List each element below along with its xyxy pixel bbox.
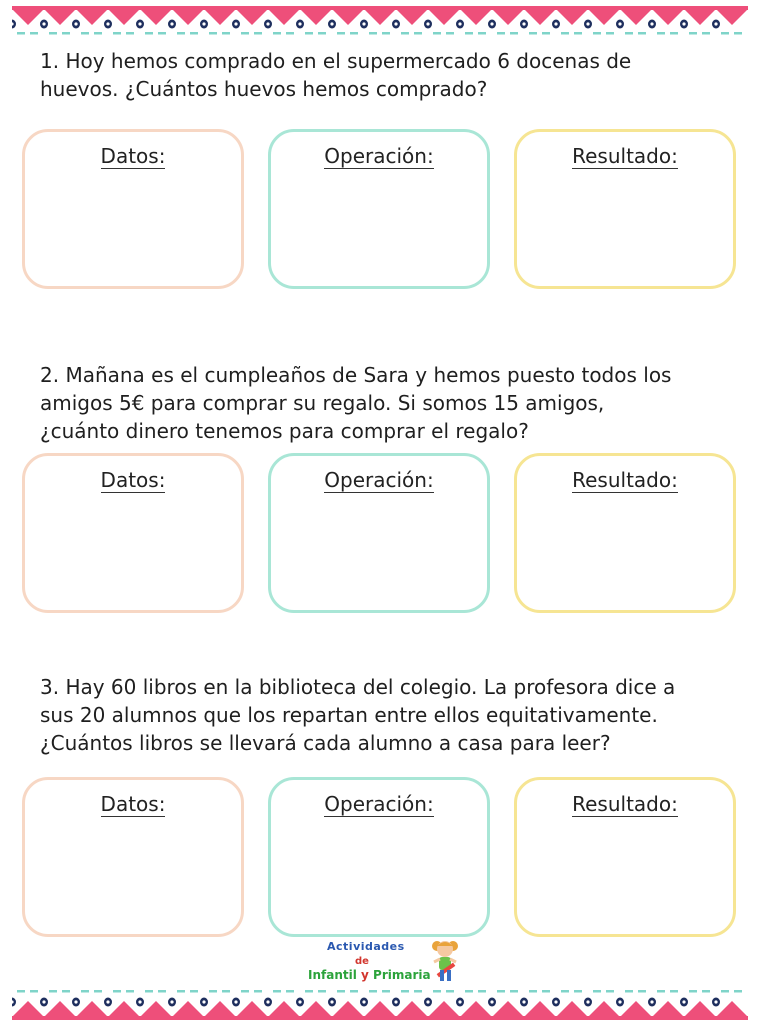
logo-word-primaria: Primaria (373, 968, 431, 982)
problem-2-resultado-box[interactable] (514, 453, 736, 613)
logo-line-1: Actividades (327, 940, 405, 953)
problem-2-line-2: amigos 5€ para comprar su regalo. Si somos 15 amigos, (40, 391, 605, 415)
problem-2-text (40, 361, 740, 445)
datos-label: Datos: (100, 792, 166, 816)
problem-2-line-1: 2. Mañana es el cumpleaños de Sara y hemos puesto todos los (40, 363, 672, 387)
datos-label: Datos: (100, 144, 166, 168)
site-logo (300, 936, 470, 986)
operacion-label: Operación: (324, 144, 434, 168)
problem-3-datos-box[interactable] (22, 777, 244, 937)
operacion-label: Operación: (324, 792, 434, 816)
logo-line-3 (308, 968, 431, 982)
resultado-label: Resultado: (572, 792, 678, 816)
girl-mascot-icon (428, 938, 462, 984)
problem-2-operacion-box[interactable] (268, 453, 490, 613)
problem-2-datos-box[interactable] (22, 453, 244, 613)
resultado-label: Resultado: (572, 144, 678, 168)
problem-1-text (40, 47, 740, 103)
logo-line-2: de (355, 956, 369, 967)
top-decorative-border (12, 6, 748, 40)
problem-1-datos-box[interactable] (22, 129, 244, 289)
problem-3-line-1: 3. Hay 60 libros en la biblioteca del colegio. La profesora dice a (40, 675, 676, 699)
datos-label: Datos: (100, 468, 166, 492)
resultado-label: Resultado: (572, 468, 678, 492)
problem-1-resultado-box[interactable] (514, 129, 736, 289)
problem-3-line-2: sus 20 alumnos que los repartan entre ellos equitativamente. (40, 703, 658, 727)
problem-1-line-1: 1. Hoy hemos comprado en el supermercado 6 docenas de (40, 49, 632, 73)
problem-3-operacion-box[interactable] (268, 777, 490, 937)
logo-word-infantil: Infantil (308, 968, 357, 982)
problem-2-line-3: ¿cuánto dinero tenemos para comprar el regalo? (40, 419, 529, 443)
bottom-decorative-border (12, 986, 748, 1020)
problem-3-text (40, 673, 740, 757)
problem-3-line-3: ¿Cuántos libros se llevará cada alumno a casa para leer? (40, 731, 611, 755)
problem-1-operacion-box[interactable] (268, 129, 490, 289)
logo-word-y: y (361, 968, 369, 982)
problem-1-line-2: huevos. ¿Cuántos huevos hemos comprado? (40, 77, 488, 101)
problem-3-resultado-box[interactable] (514, 777, 736, 937)
operacion-label: Operación: (324, 468, 434, 492)
